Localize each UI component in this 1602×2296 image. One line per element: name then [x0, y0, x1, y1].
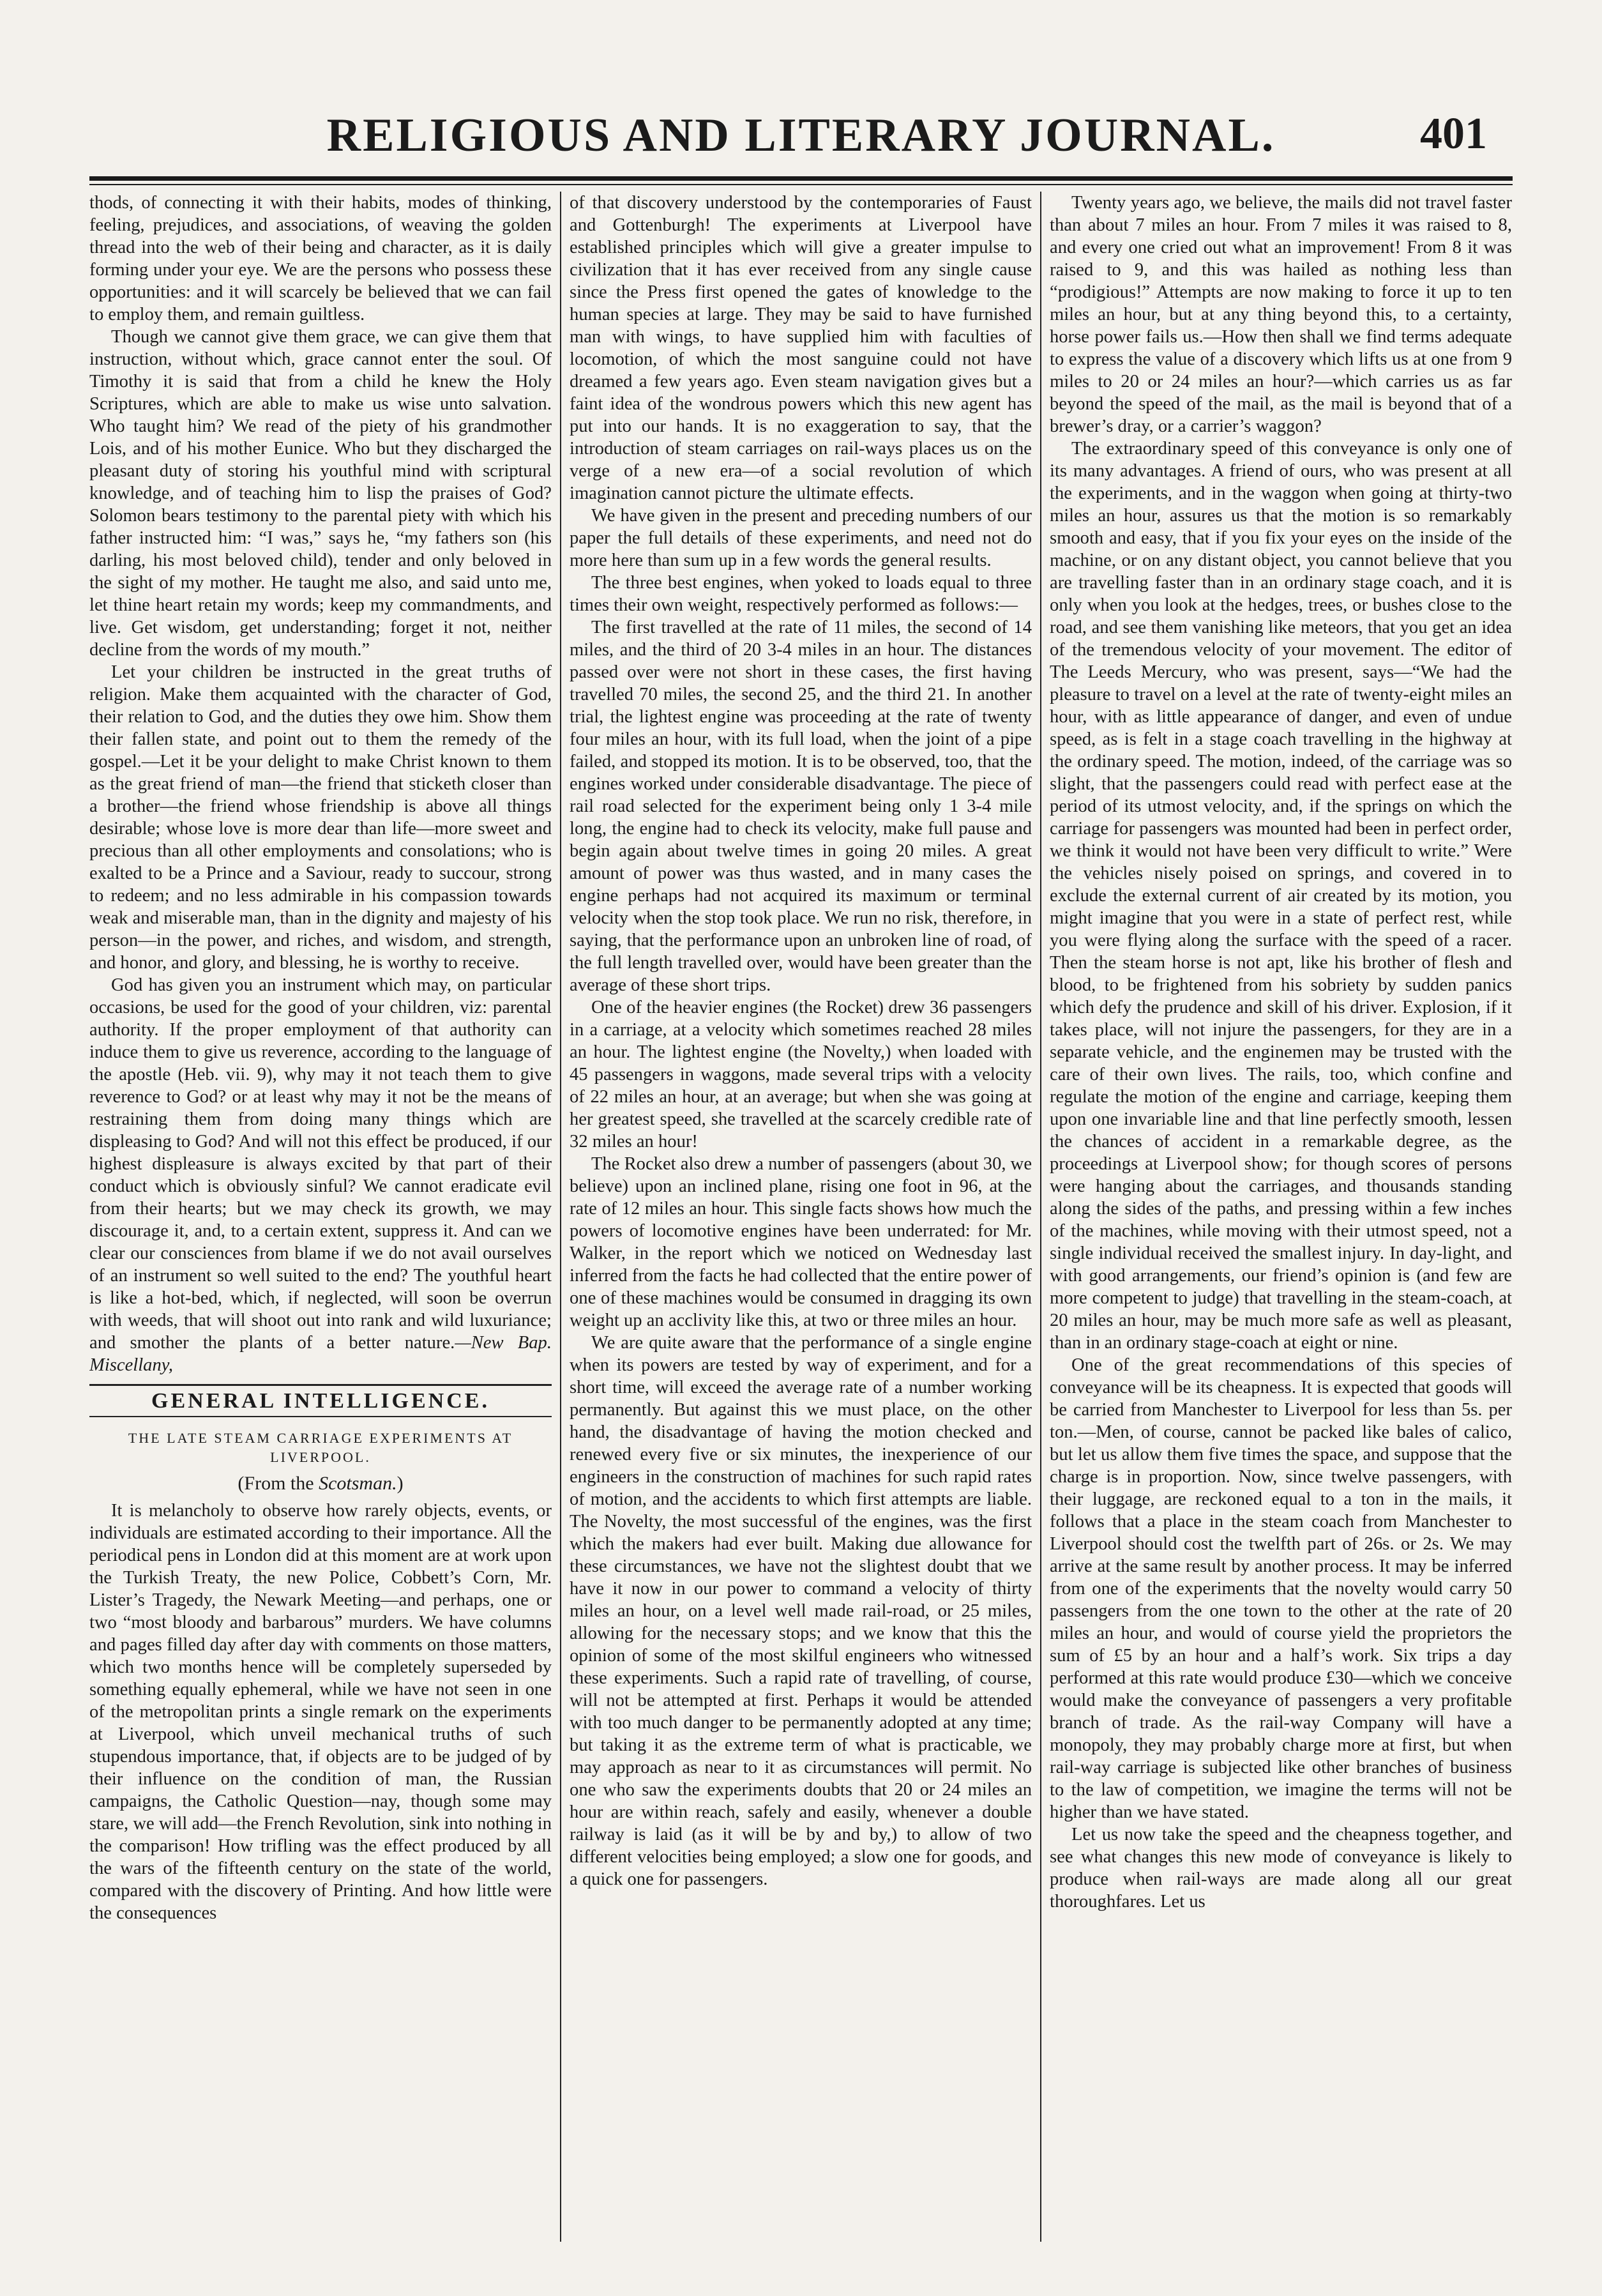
page-number: 401: [1420, 109, 1487, 158]
header-rule-heavy: [89, 176, 1513, 181]
paragraph: It is melancholy to observe how rarely objects, events, or individuals are estimated according to their importance. All the periodical pens in London did at this moment are at work upon the Turkish Treaty, the new Police, Cobbett’s Corn, Mr. Lister’s Tragedy, the Newark Meeting—and perhaps, one or two “most bloody and barbarous” murders. We have columns and pages filled day after day with comments on those matters, which two months hence will be completely superseded by something equally ephemeral, while we have not seen in one of the metropolitan prints a single remark on the experiments at Liverpool, which unveil mechanical truths of such stupendous importance, that, if objects are to be judged of by their influence on the condition of man, the Russian campaigns, the Catholic Question—nay, though some may stare, we will add—the French Revolution, sink into nothing in the comparison! How trifling was the effect produced by all the wars of the fifteenth century on the state of the world, compared with the discovery of Printing. And how little were the consequences: [89, 1501, 552, 1923]
paragraph: One of the heavier engines (the Rocket) drew 36 passengers in a carriage, at a velocity which sometimes reached 28 miles an hour. The lightest engine (the Novelty,) when loaded with 45 passengers in waggons, made several trips with a velocity of 22 miles an hour, at an average; but when she was going at her greatest speed, she travelled at the scarcely credible rate of 32 miles an hour!: [570, 998, 1032, 1152]
article-title: THE LATE STEAM CARRIAGE EXPERIMENTS AT LIVERPOOL.: [128, 1430, 513, 1465]
paragraph: We have given in the present and preceding numbers of our paper the full details of these experiments, and need not do more here than sum up in a few words the general results.: [570, 506, 1032, 570]
section-rule-bottom: [89, 1416, 552, 1417]
paragraph: The Rocket also drew a number of passengers (about 30, we believe) upon an inclined plane, rising one foot in 96, at the rate of 12 miles an hour. This single facts shows how much the powers of locomotive engines have been underrated: for Mr. Walker, in the report which we noticed on Wednesday last inferred from the facts he had collected that the entire power of one of these machines would be consumed in dragging its own weight up an acclivity like this, at two or three miles an hour.: [570, 1154, 1032, 1330]
paragraph: One of the great recommendations of this species of conveyance will be its cheapness. It is expected that goods will be carried from Manchester to Liverpool for less than 5s. per ton.—Men, of course, cannot be packed like bales of calico, but let us allow them five times the space, and suppose that the charge is in proportion. Now, since twelve passengers, with their luggage, are reckoned equal to a ton in the mails, it follows that a place in the steam coach from Manchester to Liverpool should cost the twelfth part of 26s. or 2s. We may arrive at the same result by another process. It may be inferred from one of the experiments that the novelty would carry 50 passengers from the one town to the other at the rate of 20 miles an hour, and would of course yield the proprietors the sum of £5 by an hour and a half’s work. Six trips a day performed at this rate would produce £30—which we conceive would make the conveyance of passengers a very profitable branch of trade. As the rail-way Company will have a monopoly, they may probably charge more at first, but when rail-way carriage is subjected like other branches of business to the law of competition, we imagine the terms will not be higher than we have stated.: [1050, 1355, 1512, 1822]
paragraph: Let your children be instructed in the great truths of religion. Make them acquainted with the character of God, their relation to God, and the duties they owe him. Show them their fallen state, and point out to them the remedy of the gospel.—Let it be your delight to make Christ known to them as the great friend of man—the friend that sticketh closer than a brother—the friend whose friendship is above all things desirable; whose love is more dear than life—more sweet and precious than all other employments and consolations; who is exalted to be a Prince and a Saviour, ready to succour, strong to redeem; and no less admirable in his compassion towards weak and miserable man, than in the dignity and majesty of his person—in the power, and riches, and wisdom, and strength, and honor, and glory, and blessing, he is worthy to receive.: [89, 662, 552, 973]
column-divider: [1040, 192, 1041, 2242]
paragraph: Though we cannot give them grace, we can give them that instruction, without which, grace cannot enter the soul. Of Timothy it is said that from a child he knew the Holy Scriptures, which are able to make us wise unto salvation. Who taught him? We read of the piety of his grandmother Lois, and of his mother Eunice. Who but they discharged the pleasant duty of storing his youthful mind with scriptural knowledge, and of teaching him to lisp the praises of God? Solomon bears testimony to the parental piety with which his father instructed him: “I was,” says he, “my fathers son (his darling, his most beloved child), tender and only beloved in the sight of my mother. He taught me also, and said unto me, let thine heart retain my words; keep my commandments, and live. Get wisdom, get understanding; forget it not, neither decline from the words of my mouth.”: [89, 327, 552, 660]
section-rule-top: [89, 1384, 552, 1386]
column-3: [1050, 192, 1512, 2242]
article-source: [89, 1472, 552, 1494]
paragraph: thods, of connecting it with their habits, modes of thinking, feeling, prejudices, and associations, of weaving the golden thread into the web of their being and character, as it is daily forming under your eye. We are the persons who possess these opportunities: and it will scarcely be believed that we can fail to employ them, and remain guiltless.: [89, 193, 552, 324]
column-2: [570, 192, 1032, 2242]
paragraph: We are quite aware that the performance of a single engine when its powers are tested by way of experiment, and for a short time, will exceed the average rate of a number working permanently. But against this we must place, on the other hand, the disadvantage of having the motion checked and renewed every five or six minutes, the inexperience of our engineers in the construction of machines for such rapid rates of motion, and the accidents to which first attempts are liable. The Novelty, the most successful of the engines, was the first which the makers had ever built. Making due allowance for these circumstances, we have not the slightest doubt that we have it now in our power to command a velocity of thirty miles an hour, on a level well made rail-road, or 25 miles, allowing for the necessary stops; and we know that this the opinion of some of the most skilful engineers who witnessed these experiments. Such a rapid rate of travelling, of course, will not be attempted at first. Perhaps it would be attended with too much danger to be permanently adopted at any time; but taking it as the extreme term of what is practicable, we may approach as near to it as circumstances will permit. No one who saw the experiments doubts that 20 or 24 miles an hour are within reach, safely and easily, whenever a double railway is laid (as it will be by and by,) to allow of two different velocities being employed; a slow one for goods, and a quick one for passengers.: [570, 1333, 1032, 1889]
paragraph: of that discovery understood by the contemporaries of Faust and Gottenburgh! The experiments at Liverpool have established principles which will give a greater impulse to civilization that it has ever received from any single cause since the Press first opened the gates of knowledge to the human species at large. They may be said to have furnished man with wings, to have supplied him with faculties of locomotion, of which the most sanguine could not have dreamed a few years ago. Even steam navigation gives but a faint idea of the wondrous powers which this new agent has put into our hands. It is no exaggeration to say, that the introduction of steam carriages on rail-ways places us on the verge of a new era—of a social revolution of which imagination cannot picture the ultimate effects.: [570, 193, 1032, 503]
article-source-prefix: (From the: [238, 1473, 319, 1494]
column-1: [89, 192, 552, 2242]
paragraph: The first travelled at the rate of 11 miles, the second of 14 miles, and the third of 20 3-4 miles in an hour. The distances passed over were not short in these cases, the first having travelled 70 miles, the second 25, and the third 21. In another trial, the lightest engine was proceeding at the rate of twenty four miles an hour, with its full load, when the joint of a pipe failed, and stopped its motion. It is to be observed, too, that the engines worked under considerable disadvantage. The piece of rail road selected for the experiment being only 1 3-4 mile long, the engine had to check its velocity, make full pause and begin again about twelve times in going 20 miles. A great amount of power was thus wasted, and in many cases the engine perhaps had not acquired its maximum or terminal velocity when the stop took place. We run no risk, therefore, in saying, that the performance upon an unbroken line of road, of the full length travelled over, would have been greater than the average of these short trips.: [570, 618, 1032, 995]
column-divider: [560, 192, 561, 2242]
article-source-suffix: ): [397, 1473, 404, 1494]
journal-title: RELIGIOUS AND LITERARY JOURNAL.: [326, 109, 1276, 162]
section-title: GENERAL INTELLIGENCE.: [151, 1389, 490, 1413]
paragraph-text: God has given you an instrument which may, on particular occasions, be used for the good of your children, viz: parental authority. If the proper employment of that authority can induce them to give us reverence, according to the language of the apostle (Heb. vii. 9), why may it not teach them to give reverence to God? or at least why may it not be the means of restraining them from doing many things which are displeasing to God? And will not this effect be produced, if our highest displeasure is always excited by that part of their conduct which is obviously sinful? We cannot eradicate evil from their hearts; but we may check its growth, we may discourage it, and, to a certain extent, suppress it. And can we clear our consciences from blame if we do not avail ourselves of an instrument so well suited to the end? The youthful heart is like a hot-bed, which, if neglected, will soon be overrun with weeds, that will shoot out into rank and wild luxuriance; and smother the plants of a better nature.: [89, 975, 552, 1353]
paragraph: The three best engines, when yoked to loads equal to three times their own weight, respectively performed as follows:—: [570, 573, 1032, 615]
page-header: [89, 96, 1513, 172]
text-columns: [89, 192, 1513, 2242]
header-rule-light: [89, 184, 1513, 185]
paragraph: Let us now take the speed and the cheapness together, and see what changes this new mode of conveyance is likely to produce when rail-ways are made along all our great thoroughfares. Let us: [1050, 1825, 1512, 1912]
paragraph: Twenty years ago, we believe, the mails did not travel faster than about 7 miles an hour. From 7 miles it was raised to 8, and every one cried out what an improvement! From 8 it was raised to 9, and this was hailed as nothing less than “prodigious!” Attempts are now making to force it up to ten miles an hour, but at any thing beyond this, to a certainty, horse power fails us.—How then shall we find terms adequate to express the value of a discovery which lifts us at one from 9 miles to 20 or 24 miles an hour?—which carries us as far beyond the speed of the mail, as the mail is beyond that of a brewer’s dray, or a carrier’s waggon?: [1050, 193, 1512, 436]
paragraph: The extraordinary speed of this conveyance is only one of its many advantages. A friend of ours, who was present at all the experiments, and in the waggon when going at thirty-two miles an hour, assures us that the motion is so remarkably smooth and easy, that if you fix your eyes on the inside of the machine, or on any distant object, you cannot believe that you are travelling faster than in an ordinary stage coach, and it is only when you look at the hedges, trees, or bushes close to the road, and see them vanishing like meteors, that you get an idea of the tremendous velocity of your movement. The editor of The Leeds Mercury, who was present, says—“We had the pleasure to travel on a level at the rate of twenty-eight miles an hour, with as little appearance of danger, and even of undue speed, as is felt in a stage coach travelling in the highway at the ordinary speed. The motion, indeed, of the carriage was so slight, that the passengers could read with perfect ease at the period of its utmost velocity, and, if the springs on which the carriage for passengers was mounted had been in perfect order, we think it would not have been very difficult to write.” Were the vehicles nisely poised on springs, and covered in to exclude the external current of air created by its motion, you might imagine that you were in a state of perfect rest, while you were flying along the surface with the speed of a racer. Then the steam horse is not apt, like his brother of flesh and blood, to be frightened from his sobriety by sudden panics which defy the prudence and skill of his driver. Explosion, if it takes place, will not injure the passengers, for they are in a separate vehicle, and the enginemen may be trusted with the care of their own lives. The rails, too, which confine and regulate the motion of the engine and carriage, keeping them upon one invariable line and that line perfectly smooth, lessen the chances of accident in a remarkable degree, as the proceedings at Liverpool show; for though scores of persons were hanging about the carriages, and thousands standing along the sides of the paths, and pressing within a few inches of the machines, while moving with their utmost speed, not a single individual received the smallest injury. In day-light, and with good arrangements, our friend’s opinion is (and few are more competent to judge) that travelling in the steam-coach, at 20 miles an hour, may be much more safe as well as pleasant, than in an ordinary stage-coach at eight or nine.: [1050, 439, 1512, 1353]
paragraph-source: —New Bap. Miscellany,: [89, 1333, 552, 1375]
paragraph: [89, 974, 552, 1376]
article-source-name: Scotsman.: [319, 1473, 397, 1494]
